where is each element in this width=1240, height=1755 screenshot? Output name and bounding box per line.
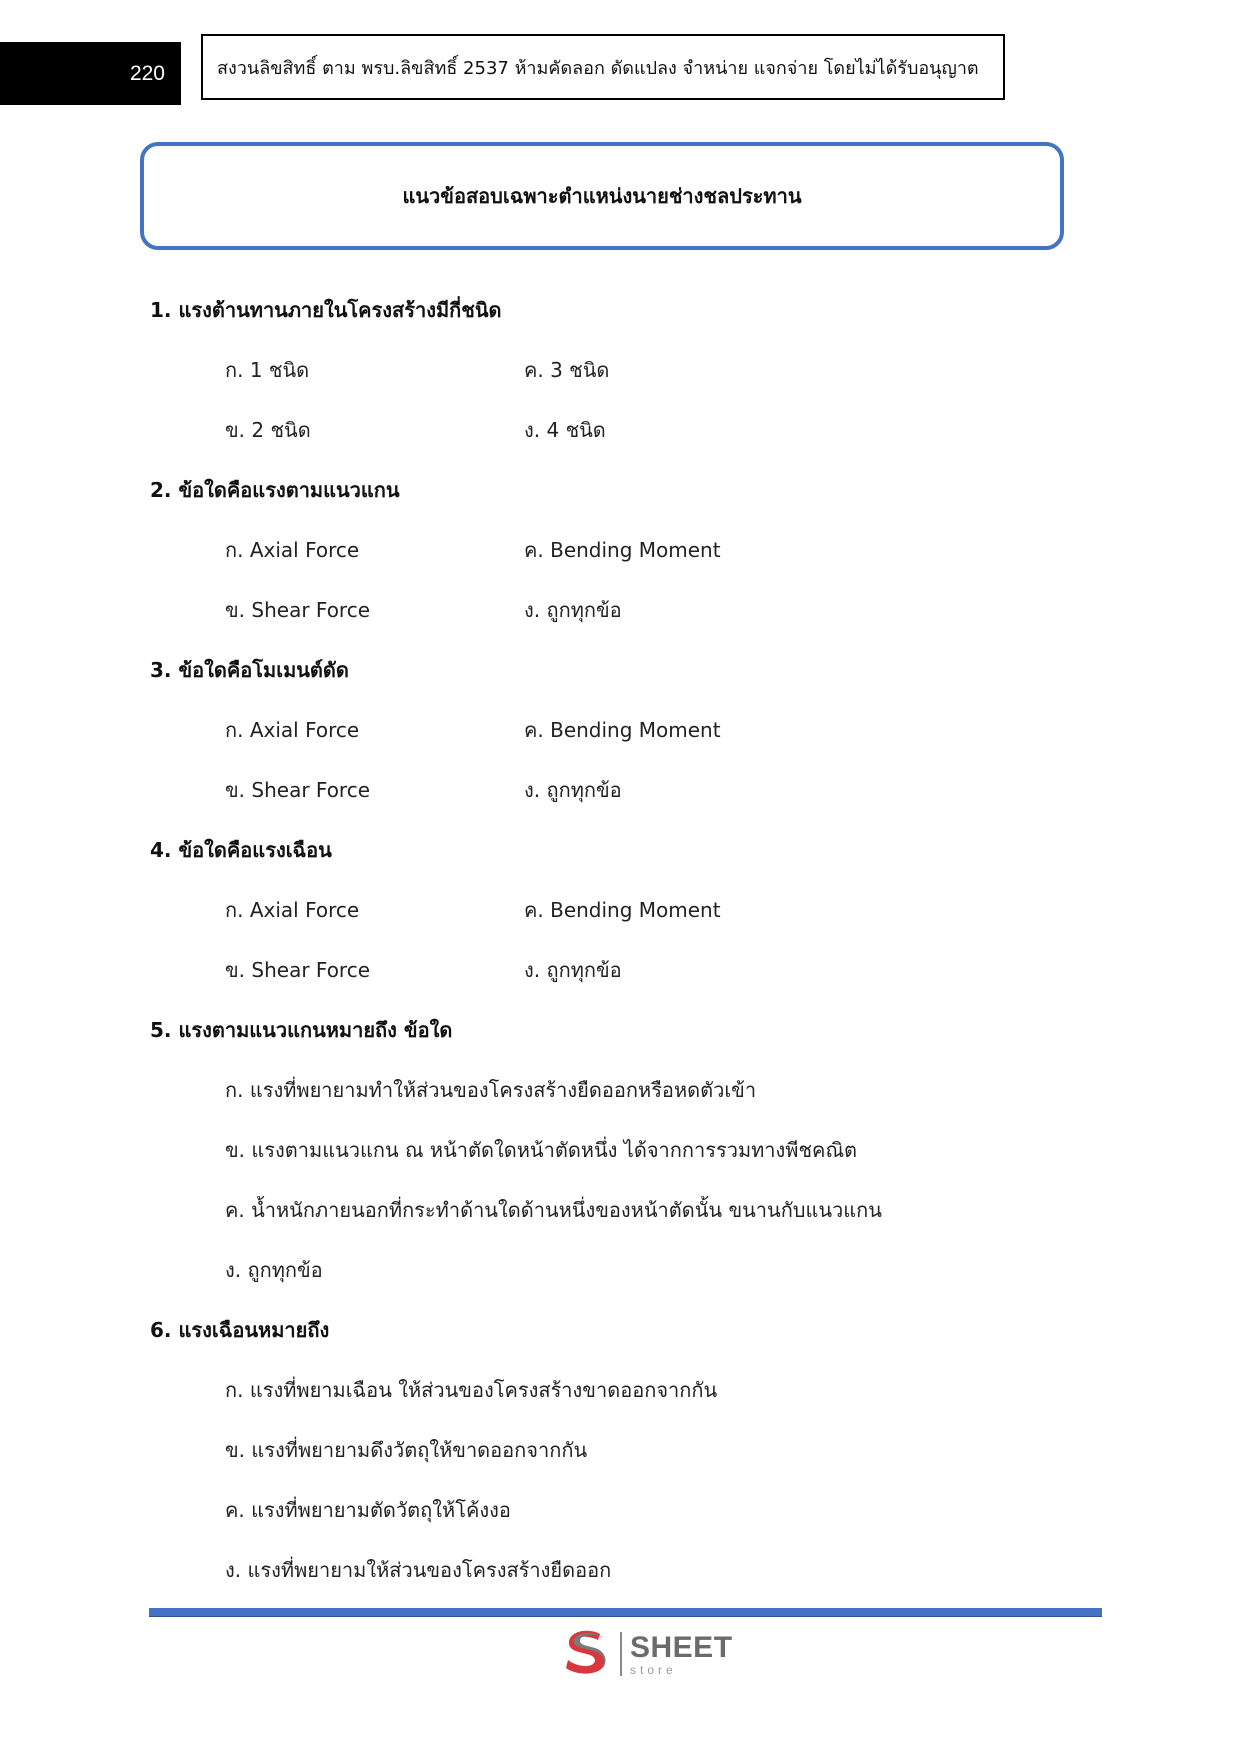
option-row — [150, 1540, 1110, 1600]
option-ko: ก. Axial Force — [225, 718, 360, 742]
option-ko: ก. แรงที่พยายามทำให้ส่วนของโครงสร้างยืดออกหรือหดตัวเข้า — [225, 1078, 757, 1102]
question-6: 6. แรงเฉือนหมายถึง — [150, 1318, 330, 1342]
page-number: 220 — [129, 61, 165, 85]
page-number-box — [0, 42, 181, 105]
option-ko: ก. Axial Force — [225, 898, 360, 922]
sheet-store-logo — [560, 1628, 733, 1680]
logo-text-store: store — [630, 1662, 677, 1677]
option-row — [150, 1060, 1110, 1120]
section-title-box — [140, 142, 1064, 250]
question-3: 3. ข้อใดคือโมเมนต์ดัด — [150, 658, 349, 682]
option-kho-3: ค. 3 ชนิด — [524, 358, 610, 382]
option-kho-3: ค. Bending Moment — [524, 898, 721, 922]
option-row — [150, 940, 1110, 1000]
option-kho: ข. 2 ชนิด — [225, 418, 311, 442]
option-row — [150, 1480, 1110, 1540]
option-row — [150, 520, 1110, 580]
question-1: 1. แรงต้านทานภายในโครงสร้างมีกี่ชนิด — [150, 298, 502, 322]
sheet-store-s-logo-icon — [560, 1626, 612, 1682]
option-row — [150, 880, 1110, 940]
question-list — [150, 280, 1110, 1600]
option-kho: ข. Shear Force — [225, 598, 371, 622]
option-row — [150, 700, 1110, 760]
option-ngo: ง. แรงที่พยายามให้ส่วนของโครงสร้างยืดออก — [225, 1558, 612, 1582]
option-ngo: ง. ถูกทุกข้อ — [524, 778, 622, 802]
option-row — [150, 1420, 1110, 1480]
option-ko: ก. แรงที่พยามเฉือน ให้ส่วนของโครงสร้างขาดออกจากกัน — [225, 1378, 718, 1402]
option-kho: ข. แรงที่พยายามดึงวัตถุให้ขาดออกจากกัน — [225, 1438, 588, 1462]
option-ngo: ง. 4 ชนิด — [524, 418, 606, 442]
option-ngo: ง. ถูกทุกข้อ — [524, 598, 622, 622]
option-ngo: ง. ถูกทุกข้อ — [524, 958, 622, 982]
option-kho-3: ค. น้ำหนักภายนอกที่กระทำด้านใดด้านหนึ่งของหน้าตัดนั้น ขนานกับแนวแกน — [225, 1198, 882, 1222]
option-kho-3: ค. แรงที่พยายามตัดวัตถุให้โค้งงอ — [225, 1498, 511, 1522]
option-row — [150, 580, 1110, 640]
section-title: แนวข้อสอบเฉพาะตำแหน่งนายช่างชลประทาน — [402, 184, 802, 208]
copyright-text: สงวนลิขสิทธิ์ ตาม พรบ.ลิขสิทธิ์ 2537 ห้ามคัดลอก ดัดแปลง จำหน่าย แจกจ่าย โดยไม่ได้รับอนุญาต — [217, 57, 979, 79]
option-kho: ข. แรงตามแนวแกน ณ หน้าตัดใดหน้าตัดหนึ่ง ได้จากการรวมทางพีชคณิต — [225, 1138, 857, 1162]
logo-divider — [620, 1632, 622, 1676]
option-row — [150, 1180, 1110, 1240]
question-5: 5. แรงตามแนวแกนหมายถึง ข้อใด — [150, 1018, 453, 1042]
option-kho-3: ค. Bending Moment — [524, 718, 721, 742]
option-row — [150, 1240, 1110, 1300]
option-ko: ก. 1 ชนิด — [225, 358, 310, 382]
option-row — [150, 340, 1110, 400]
option-row — [150, 1360, 1110, 1420]
option-ngo: ง. ถูกทุกข้อ — [225, 1258, 323, 1282]
option-kho: ข. Shear Force — [225, 958, 371, 982]
logo-wordmark — [630, 1630, 733, 1677]
option-kho: ข. Shear Force — [225, 778, 371, 802]
footer-divider — [149, 1608, 1102, 1617]
option-row — [150, 400, 1110, 460]
option-row — [150, 760, 1110, 820]
option-kho-3: ค. Bending Moment — [524, 538, 721, 562]
option-ko: ก. Axial Force — [225, 538, 360, 562]
question-2: 2. ข้อใดคือแรงตามแนวแกน — [150, 478, 400, 502]
copyright-notice — [201, 34, 1005, 100]
option-row — [150, 1120, 1110, 1180]
logo-text-sheet: SHEET — [630, 1630, 733, 1664]
question-4: 4. ข้อใดคือแรงเฉือน — [150, 838, 332, 862]
